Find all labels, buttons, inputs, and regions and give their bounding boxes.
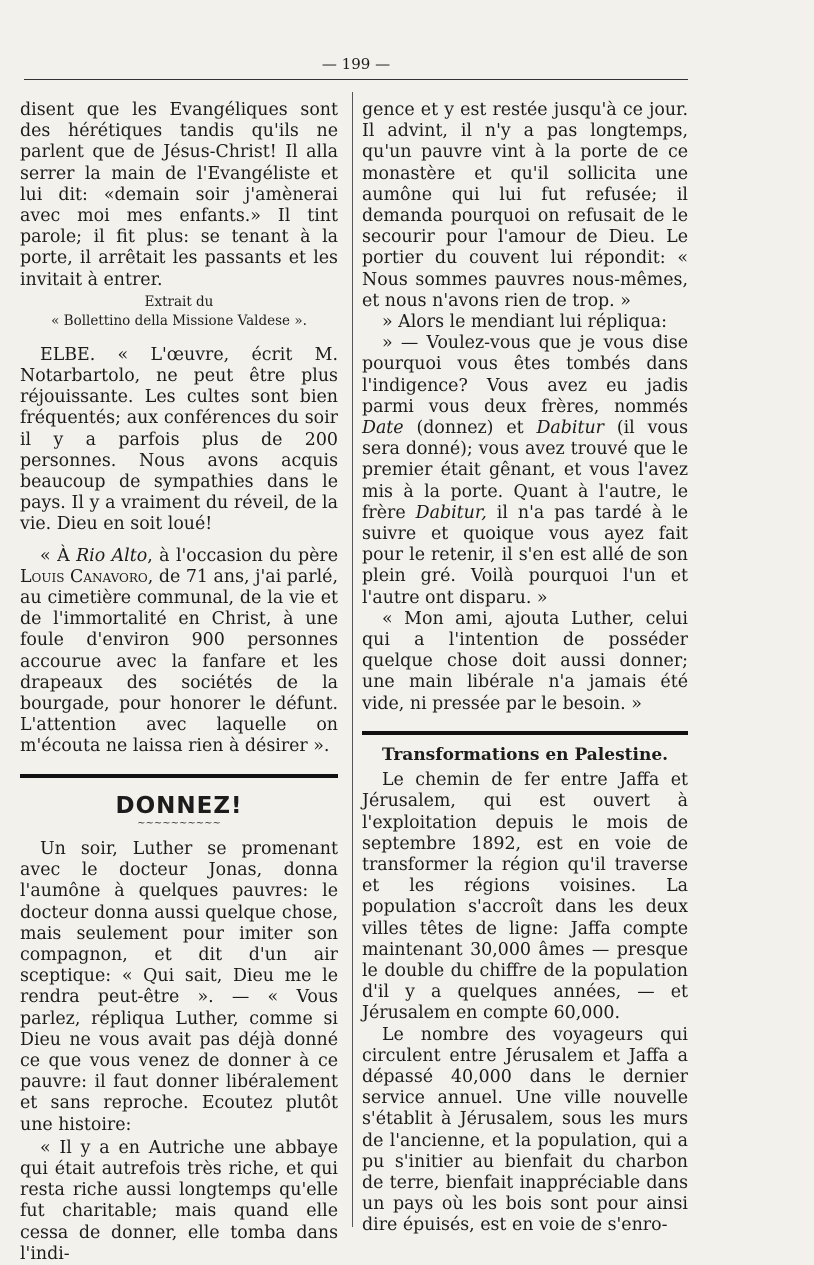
paragraph-voyageurs: Le nombre des voyageurs qui circulent entre Jérusalem et Jaffa a dépassé 40,000 dans le dernier service annuel. Une ville nouvelle s'établit à Jérusalem, sous les murs de l'ancienne, et la population, qui a pu s'initier au bienfait du charbon de terre, bienfait inappréciable dans un pays où les bois sont pour ainsi dire épuisés, est en voie de s'enro- — [362, 1024, 688, 1236]
column-divider — [352, 92, 353, 1227]
paragraph-monastere: gence et y est restée jusqu'à ce jour. Il advint, il n'y a pas longtemps, qu'un pauvre vint à la porte de ce monastère et qu'il sollicita une aumône qui lui fut refusée; il demanda pourquoi on refusait de le secourir pour l'amour de Dieu. Le portier du couvent lui répondit: « Nous sommes pauvres nous-mêmes, et nous n'avons rien de trop. » — [362, 100, 688, 311]
person-name: Louis Canavoro — [20, 566, 148, 587]
ornament-squiggle: ~~~~~~~~~~ — [137, 817, 221, 829]
text-span: « À — [40, 545, 77, 566]
text-span: il n'a pas tardé à le suivre et quoique vous ayez fait pour le retenir, il s'en est allé de son plein gré. Voilà pourquoi l'un et l'autre ont disparu. » — [362, 502, 688, 608]
source-line-2: « Bollettino della Missione Valdese ». — [51, 312, 307, 329]
left-column — [20, 100, 338, 1265]
paragraph-mendiant: » Alors le mendiant lui répliqua: — [382, 312, 667, 333]
text-span: (donnez) et — [403, 418, 537, 439]
section-rule — [20, 774, 338, 778]
paragraph-evangeliques: disent que les Evangéliques sont des hérétiques tandis qu'ils ne parlent que de Jésus-Christ! Il alla serrer la main de l'Evangéliste et lui dit: «demain soir j'amènerai avec moi mes enfants.» Il tint parole; il fit plus: se tenant à la porte, il arrêtait les passants et les invitait à entrer. — [20, 100, 338, 290]
paragraph-elbe: ELBE. « L'œuvre, écrit M. Notarbartolo, ne peut être plus réjouissante. Les cultes sont bien fréquentés; aux conférences du soir il y a parfois plus de 200 personnes. Nous avons acquis beaucoup de sympathies dans le pays. Il y a vraiment du réveil, de la vie. Dieu en soit loué! — [20, 344, 338, 535]
source-citation — [20, 293, 338, 331]
source-line-1: Extrait du — [144, 293, 214, 310]
text-span: » — Voulez-vous que je vous dise pourquoi vous êtes tombés dans l'indigence? Vous avez eu jadis parmi vous deux frères, nommés — [362, 333, 688, 417]
header-rule — [24, 79, 688, 80]
heading-donnez: DONNEZ! — [115, 792, 243, 819]
text-span: , à l'occasion du père — [147, 545, 338, 566]
place-name: Rio Alto — [76, 545, 148, 566]
paragraph-abbaye: « Il y a en Autriche une abbaye qui était autrefois très riche, et qui resta riche aussi longtemps qu'elle fut charitable; mais quand elle cessa de donner, elle tomba dans l'indi- — [20, 1137, 338, 1264]
paragraph-rio-alto — [20, 546, 338, 758]
paragraph-chemin-de-fer: Le chemin de fer entre Jaffa et Jérusalem, qui est ouvert à l'exploitation depuis le mois de septembre 1892, est en voie de transformer la région qu'il traverse et les régions voisines. La population s'accroît dans les deux villes têtes de ligne: Jaffa compte maintenant 30,000 âmes — presque le double du chiffre de la population d'il y a quelques années, — et Jérusalem en compte 60,000. — [362, 770, 688, 1024]
latin-word: Dabitur — [536, 418, 604, 439]
right-column — [362, 100, 688, 1237]
page-number: — 199 — — [321, 55, 391, 73]
section-rule — [362, 731, 688, 735]
text-span: (il vous sera donné); vous avez trouvé que le premier était gênant, et vous l'avez mis à la porte. Quant à l'autre, le frère — [362, 418, 688, 523]
paragraph-mon-ami: « Mon ami, ajouta Luther, celui qui a l'intention de posséder quelque chose doit aussi donner; une main libérale n'a jamais été vide, ni pressée par le besoin. » — [362, 608, 688, 714]
paragraph-luther: Un soir, Luther se promenant avec le docteur Jonas, donna l'aumône à quelques pauvres: le docteur donna aussi quelque chose, mais seulement pour imiter son compagnon, et dit d'un air sceptique: « Qui sait, Dieu me le rendra peut-être ». — « Vous parlez, répliqua Luther, comme si Dieu ne vous avait pas déjà donné ce que vous venez de donner à ce pauvre: il faut donner libéralement et sans reproche. Ecoutez plutôt une histoire: — [20, 838, 338, 1135]
paragraph-freres — [362, 333, 688, 609]
page-header — [24, 55, 688, 85]
latin-word: Dabitur, — [415, 502, 487, 523]
latin-word: Date — [362, 418, 404, 439]
heading-palestine: Transformations en Palestine. — [381, 744, 669, 765]
text-span: , de 71 ans, j'ai parlé, au cimetière communal, de la vie et de l'immortalité en Christ, à une foule d'environ 900 personnes accourue avec la fanfare et les drapeaux des sociétés de la bourgade, pour honorer le défunt. L'attention avec laquelle on m'écouta ne laissa rien à désirer ». — [20, 566, 338, 757]
